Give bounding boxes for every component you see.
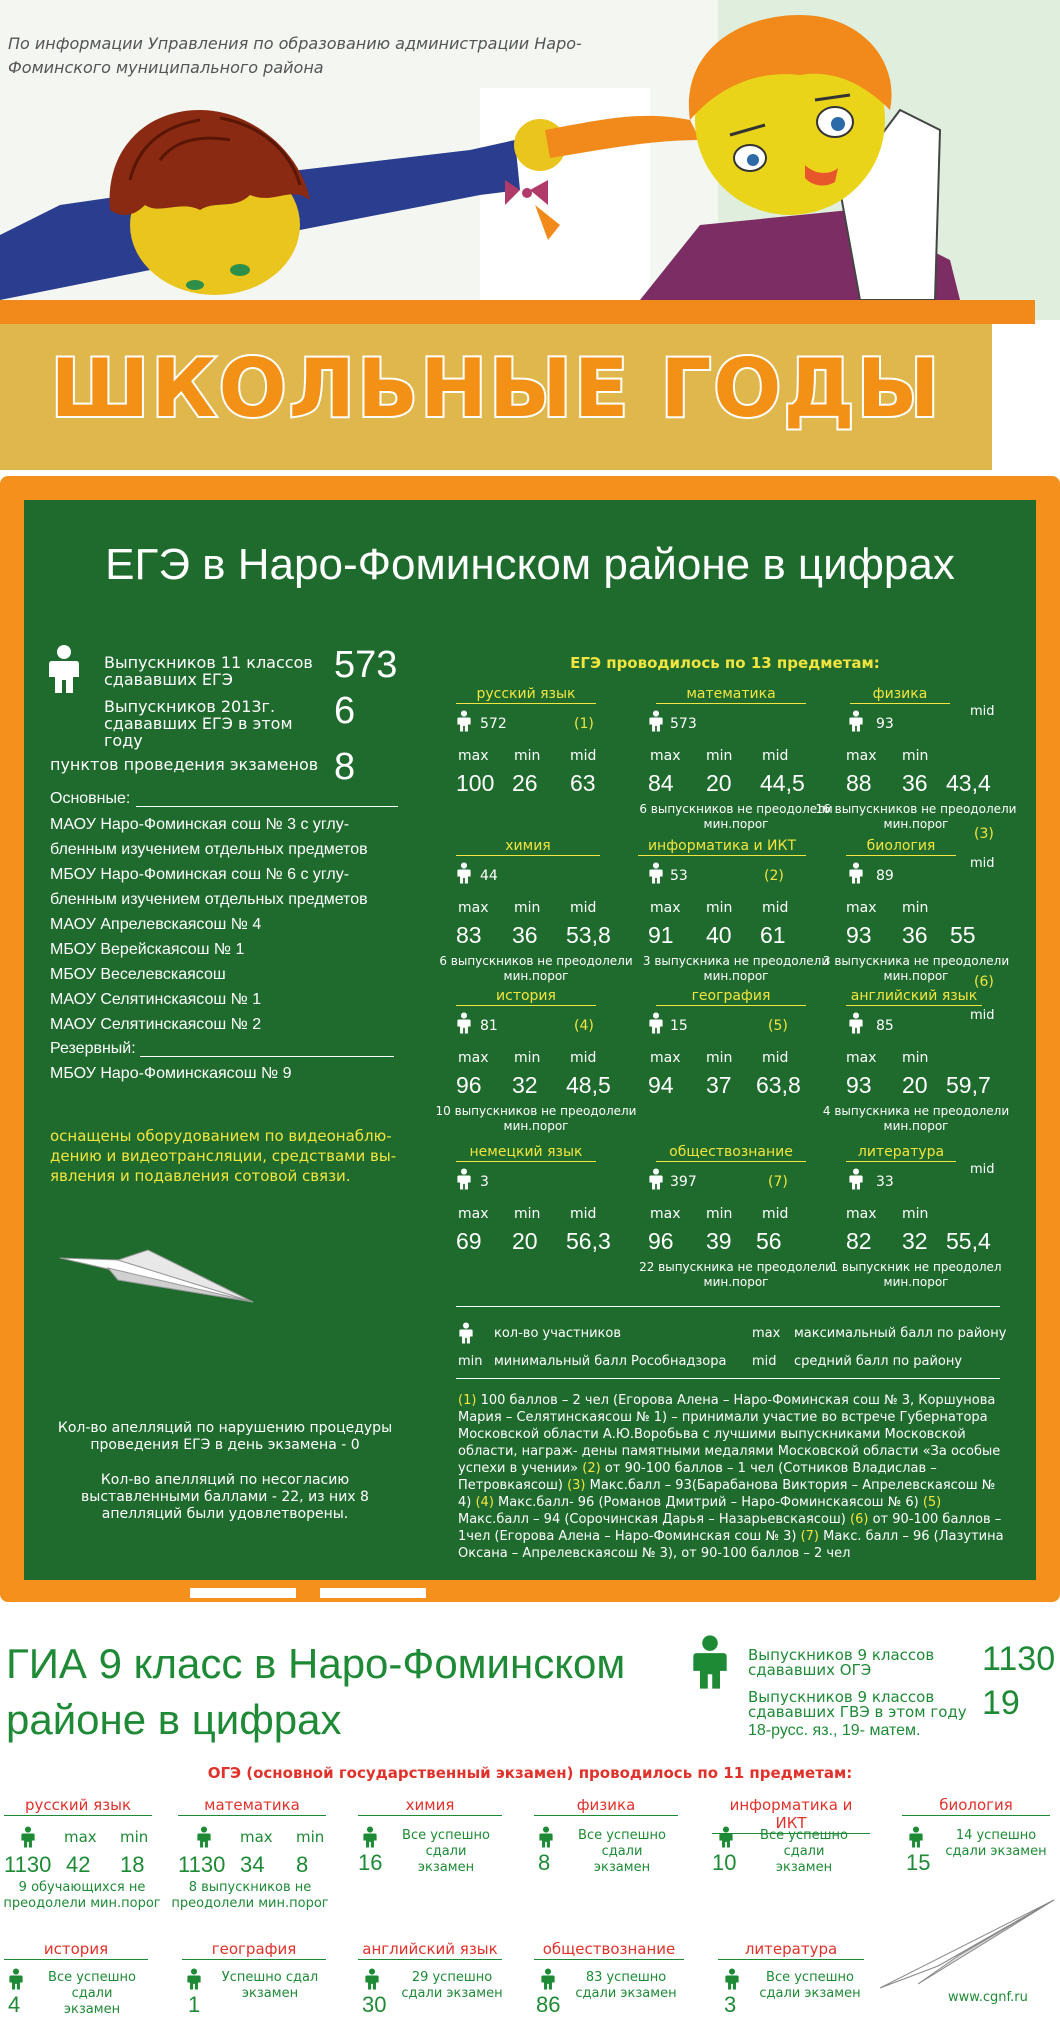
subject-count: 44 [480,868,498,884]
subject-fail-note: 16 выпускников не преодолели мин.порог [815,802,1017,831]
gia-max-label: max [64,1828,97,1846]
gia-participants-icon [186,1968,202,1990]
gia-title: ГИА 9 класс в Наро-Фоминском районе в цифрах [6,1640,626,1743]
gia-subject-count: 8 [538,1850,551,1875]
subject-card [439,838,646,988]
subject-max: 91 [648,922,674,948]
gia-subject-count: 15 [906,1850,931,1875]
subject-mid: 56,3 [566,1228,611,1254]
footnote-mark: (3) [567,1478,586,1493]
subject-mid: 48,5 [566,1072,611,1098]
gia-participants-icon [908,1826,924,1848]
subject-footnote: (2) [764,868,784,884]
gia-subject-note: Все успешно сдали экзамен [760,1828,848,1875]
footnote-mark: (4) [475,1495,494,1510]
main-sites-underline [136,806,398,807]
gia-subject-name: биология [902,1796,1050,1816]
min-label: min [706,748,733,764]
legend-max-key: max [752,1326,781,1341]
subject-name: история [456,988,596,1006]
max-label: max [846,748,877,764]
reserve-site: МБОУ Наро-Фоминскаясош № 9 [50,1065,292,1082]
participants-icon [456,1012,472,1034]
subject-footnote: (7) [768,1174,788,1190]
max-label: max [650,900,681,916]
gia-subject-note: Все успешно сдали экзамен [402,1828,490,1875]
graduates-value: 573 [334,644,398,686]
points-value: 8 [334,746,356,788]
subject-max: 83 [456,922,482,948]
gia-participants-icon [364,1968,380,1990]
legend-participants: кол-во участников [494,1326,622,1341]
header-illustration [0,0,1060,470]
mid-label: mid [970,704,995,719]
subject-card [456,686,646,836]
site-item: МАОУ Апрелевскаясош № 4 [50,916,262,933]
source-note: По информации Управления по образованию администрации Наро-Фоминского муниципального района [8,34,582,77]
gia-subject-name: литература [718,1940,864,1960]
mid-label: mid [762,1206,789,1222]
subject-min: 39 [706,1228,732,1254]
subject-mid: 55,4 [946,1228,991,1254]
subject-name: биология [846,838,956,856]
max-label: max [650,1050,681,1066]
subject-min: 36 [902,922,928,948]
gia-subject-note: Все успешно сдали экзамен [578,1828,666,1875]
gia-subject-count: 16 [358,1850,383,1875]
gia-subject-note: Все успешно сдали экзамен [759,1970,861,2001]
min-label: min [706,900,733,916]
site-url: www.cgnf.ru [948,1990,1028,2005]
subject-min: 26 [512,770,538,796]
gia-gve-detail: 18-русс. яз., 19- матем. [748,1722,921,1739]
subject-name: английский язык [846,988,982,1006]
site-item: бленным изучением отдельных предметов [50,891,368,908]
subject-mid: 59,7 [946,1072,991,1098]
school-kids-illustration [0,0,1060,320]
subject-footnote: (1) [574,716,594,732]
gia-participants-icon [538,1826,554,1848]
participants-icon [456,862,472,884]
subject-min: 20 [902,1072,928,1098]
min-label: min [902,900,929,916]
desk-edge [0,300,1035,324]
mid-label: mid [762,748,789,764]
gia-subject-name: география [182,1940,326,1960]
subject-card [830,1144,1026,1294]
subject-count: 3 [480,1174,489,1190]
gia-subject-note: Все успешно сдали экзамен [48,1970,136,2017]
gia-subject-count: 10 [712,1850,737,1875]
gia-subject-count: 1130 [178,1852,226,1877]
legend-person-icon [458,1322,474,1344]
gia-participants-icon [8,1968,24,1990]
ege-title: ЕГЭ в Наро-Фоминском районе в цифрах [105,540,955,589]
subject-max: 84 [648,770,674,796]
subject-fail-note: 3 выпускника не преодолели мин.порог [822,954,1010,983]
subject-mid: 56 [756,1228,782,1254]
site-item: МАОУ Селятинскаясош № 1 [50,991,262,1008]
min-label: min [706,1206,733,1222]
subject-fail-note: 4 выпускника не преодолели мин.порог [822,1104,1010,1133]
subject-max: 88 [846,770,872,796]
participants-icon [648,1012,664,1034]
page-title: ШКОЛЬНЫЕ ГОДЫ [50,342,942,435]
subject-name: физика [850,686,950,704]
chalk-piece [190,1588,296,1598]
gia-grads-label: Выпускников 9 классов сдававших ОГЭ [748,1646,935,1679]
graduates2013-label: Выпускников 2013г. сдававших ЕГЭ в этом году [104,697,293,750]
subject-count: 573 [670,716,697,732]
participants-icon [848,862,864,884]
gia-participants-icon [362,1826,378,1848]
max-label: max [650,748,681,764]
gia-subject-name: английский язык [358,1940,502,1960]
subject-name: литература [846,1144,956,1162]
gia-participants-icon [196,1826,212,1848]
gia-subject-name: обществознание [534,1940,684,1960]
max-label: max [650,1206,681,1222]
legend-min-key: min [458,1354,483,1369]
max-label: max [846,900,877,916]
subject-card [822,988,1026,1138]
min-label: min [902,1050,929,1066]
gia-subject-note: 29 успешно сдали экзамен [401,1970,503,2001]
site-item: МБОУ Веселевскаясош [50,966,226,983]
subject-mid: 63 [570,770,596,796]
gia-participants-icon [20,1826,36,1848]
subject-name: география [656,988,806,1006]
graduates-person-icon [46,644,82,694]
site-item: МАОУ Селятинскаясош № 2 [50,1016,262,1033]
min-label: min [514,1206,541,1222]
participants-icon [648,862,664,884]
subject-count: 85 [876,1018,894,1034]
footnote-mark: (1) [458,1393,477,1408]
min-label: min [514,1050,541,1066]
subject-min: 32 [512,1072,538,1098]
max-label: max [458,1050,489,1066]
subject-max: 100 [456,770,495,796]
gia-grads-value: 1130 [982,1640,1056,1678]
max-label: max [846,1050,877,1066]
subject-count: 53 [670,868,688,884]
gia-subject-note: 9 обучающихся не преодолели мин.порог [3,1880,161,1911]
min-label: min [902,1206,929,1222]
subject-count: 89 [876,868,894,884]
mid-label: mid [970,856,995,871]
footnote-text: от 90-100 баллов – 1чел (Егорова Алена – Наро-Фоминская сош № 3) [458,1512,1002,1544]
subject-min: 20 [706,770,732,796]
footnote-text: Макс.балл – 93(Барабанова Виктория – Апрелевскаясош № 4) [458,1478,996,1510]
gia-subject-max: 42 [66,1852,91,1877]
gia-subject-note: 14 успешно сдали экзамен [945,1828,1047,1859]
sites-list [50,812,368,1037]
max-label: max [458,748,489,764]
footnote-text: от 90-100 баллов – 1 чел (Сотников Владислав – Петровкаясош) [458,1461,937,1493]
subject-max: 96 [456,1072,482,1098]
participants-icon [456,1168,472,1190]
subject-max: 82 [846,1228,872,1254]
footnote-mark: (5) [922,1495,942,1510]
legend-divider-bottom [456,1378,1000,1379]
site-item: МБОУ Верейскаясош № 1 [50,941,245,958]
appeals-procedure: Кол-во апелляций по нарушению процедуры проведения ЕГЭ в день экзамена - 0 [57,1420,393,1453]
subject-name: русский язык [456,686,596,704]
site-item: бленным изучением отдельных предметов [50,841,368,858]
subject-mid: 55 [950,922,976,948]
legend-mid-text: средний балл по району [794,1354,963,1369]
gia-max-label: max [240,1828,273,1846]
equipment-note: оснащены оборудованием по видеонаблю- дению и видеотрансляции, средствами вы- явления и подавления сотовой связи. [50,1127,397,1185]
gia-subject-name: математика [178,1796,326,1816]
site-item: МБОУ Наро-Фоминская сош № 6 с углу- [50,866,350,883]
footnote-text: Макс.балл- 96 (Романов Дмитрий – Наро-Фоминскаясош № 6) [498,1495,919,1510]
subject-fail-note: 22 выпускника не преодолели мин.порог [639,1260,833,1289]
subject-footnote: (4) [574,1018,594,1034]
gia-subject-name: русский язык [4,1796,152,1816]
footnote-text: Макс.балл – 94 (Сорочинская Дарья – Назарьевскаясош) [458,1512,846,1527]
mid-label: mid [970,1008,995,1023]
gia-subject-note: 83 успешно сдали экзамен [575,1970,677,2001]
subject-min: 40 [706,922,732,948]
graduates2013-value: 6 [334,690,356,732]
subjects-header: ЕГЭ проводилось по 13 предметам: [570,654,880,672]
subject-card [456,1144,646,1294]
subject-fail-note: 1 выпускник не преодолел мин.порог [830,1260,1002,1289]
legend-divider-top [456,1306,1000,1307]
gia-subject-name: история [4,1940,148,1960]
subject-mid: 53,8 [566,922,611,948]
gia-subject-max: 34 [240,1852,265,1877]
gia-min-label: min [120,1828,149,1846]
subject-footnote: (5) [768,1018,788,1034]
subject-card [435,988,646,1138]
subject-footnote: (3) [974,826,994,842]
graduates-label: Выпускников 11 классов сдававших ЕГЭ [104,653,313,689]
subject-max: 94 [648,1072,674,1098]
subject-count: 33 [876,1174,894,1190]
gia-subject-count: 30 [362,1992,387,2017]
paper-plane-illustration [58,1240,258,1305]
subject-max: 69 [456,1228,482,1254]
gia-participants-icon [540,1968,556,1990]
footnote-mark: (6) [850,1512,869,1527]
subject-name: химия [456,838,600,856]
mid-label: mid [970,1162,995,1177]
subject-min: 36 [902,770,928,796]
site-item: МАОУ Наро-Фоминская сош № 3 с углу- [50,816,350,833]
subject-fail-note: 3 выпускника не преодолели мин.порог [642,954,830,983]
gia-participants-icon [724,1968,740,1990]
max-label: max [458,1206,489,1222]
mid-label: mid [762,900,789,916]
subject-min: 20 [512,1228,538,1254]
appeals-scores: Кол-во апелляций по несогласию выставленными баллами - 22, из них 8 апелляций были удовлетворены. [81,1472,369,1522]
subject-name: немецкий язык [456,1144,596,1162]
participants-icon [848,1168,864,1190]
subject-count: 93 [876,716,894,732]
gia-subject-name: информатика и ИКТ [712,1796,870,1834]
subject-min: 37 [706,1072,732,1098]
mid-label: mid [570,1050,597,1066]
min-label: min [902,748,929,764]
subject-max: 96 [648,1228,674,1254]
participants-icon [456,710,472,732]
mid-label: mid [570,1206,597,1222]
gia-subject-count: 1130 [4,1852,52,1877]
points-label: пунктов проведения экзаменов [50,755,319,774]
legend-max-text: максимальный балл по району [794,1326,1007,1341]
footnote-mark: (7) [800,1529,820,1544]
chalk-piece [320,1588,426,1598]
gia-subject-name: физика [534,1796,678,1816]
participants-icon [848,710,864,732]
legend-min-text: минимальный балл Рособнадзора [494,1354,727,1369]
subject-fail-note: 6 выпускников не преодолели мин.порог [439,954,633,983]
subject-min: 32 [902,1228,928,1254]
footnote-text: 100 баллов – 2 чел (Егорова Алена – Наро-Фоминская сош № 3, Коршунова Мария – Селятинскаясош № 1) – принимали участие во встрече Губернатора Московской области А.Ю.Воробьва с лучшими выпускниками Московской области, награж- дены памятными медалями Московской области «За особые успехи в учении» [458,1393,1001,1476]
gia-subheader: ОГЭ (основной государственный экзамен) проводилось по 11 предметам: [207,1764,853,1782]
min-label: min [514,900,541,916]
subject-max: 93 [846,922,872,948]
participants-icon [648,1168,664,1190]
gia-person-icon [690,1634,730,1690]
main-sites-label: Основные: [50,790,131,807]
max-label: max [846,1206,877,1222]
gia-min-label: min [296,1828,325,1846]
subject-count: 572 [480,716,507,732]
gia-subject-note: 8 выпускников не преодолели мин.порог [171,1880,329,1911]
subject-name: обществознание [656,1144,806,1162]
footnotes [458,1392,1004,1562]
subject-footnote: (6) [974,974,994,990]
subject-count: 15 [670,1018,688,1034]
gia-subject-min: 8 [296,1852,309,1877]
gia-subject-count: 3 [724,1992,737,2017]
legend-mid-key: mid [752,1354,777,1369]
gia-subject-count: 1 [188,1992,201,2017]
gia-gve-value: 19 [982,1684,1020,1722]
subject-card [822,838,1026,990]
footnote-mark: (2) [582,1461,601,1476]
min-label: min [706,1050,733,1066]
participants-icon [848,1012,864,1034]
subject-min: 36 [512,922,538,948]
subject-count: 81 [480,1018,498,1034]
mid-label: mid [570,748,597,764]
gia-subject-count: 86 [536,1992,561,2017]
reserve-label: Резервный: [50,1040,136,1057]
subject-count: 397 [670,1174,697,1190]
gia-subject-name: химия [358,1796,502,1816]
footnote-text: Макс. балл – 96 (Лазутина Оксана – Апрелевскаясош № 3), от 90-100 баллов – 2 чел [458,1529,1004,1561]
subject-fail-note: 6 выпускников не преодолели мин.порог [639,802,833,831]
min-label: min [514,748,541,764]
reserve-underline [140,1056,394,1057]
gia-subject-note: Успешно сдал экзамен [221,1970,319,2001]
subject-fail-note: 10 выпускников не преодолели мин.порог [435,1104,637,1133]
gia-subject-count: 4 [8,1992,21,2017]
mid-label: mid [570,900,597,916]
subject-name: математика [656,686,806,704]
subject-name: информатика и ИКТ [638,838,806,856]
mid-label: mid [762,1050,789,1066]
subject-mid: 61 [760,922,786,948]
max-label: max [458,900,489,916]
subject-mid: 43,4 [946,770,991,796]
gia-participants-icon [718,1826,734,1848]
subject-mid: 44,5 [760,770,805,796]
gia-subject-min: 18 [120,1852,145,1877]
paper-plane-small-illustration [878,1896,1058,1990]
subject-max: 93 [846,1072,872,1098]
gia-gve-label: Выпускников 9 классов сдававших ГВЭ в этом году [748,1688,967,1721]
subject-mid: 63,8 [756,1072,801,1098]
subject-card [815,686,1026,842]
participants-icon [648,710,664,732]
